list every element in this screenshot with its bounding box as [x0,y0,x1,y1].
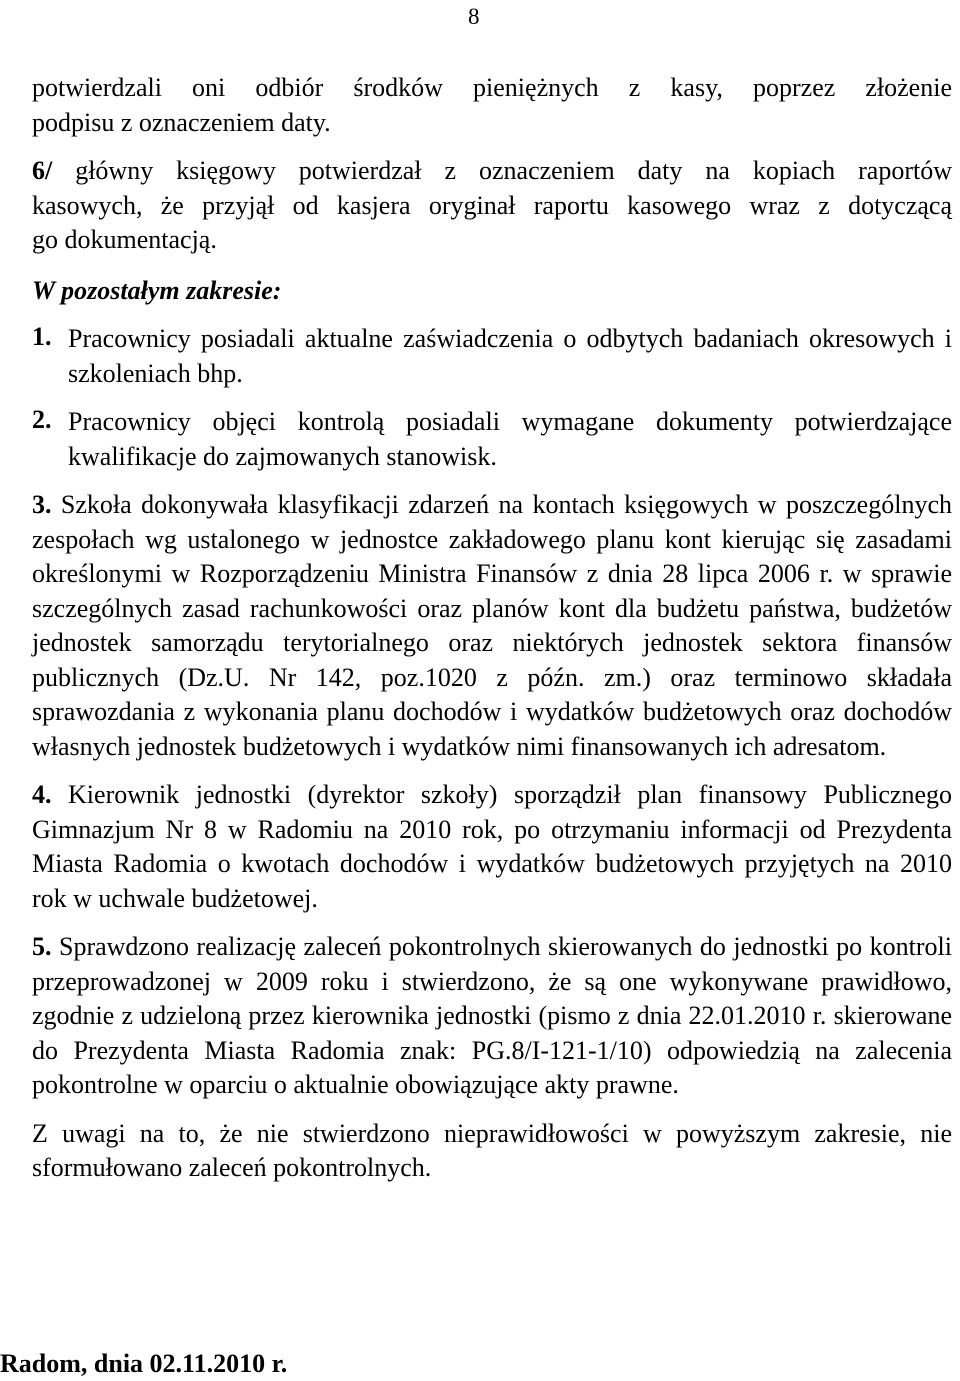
point-6-line-2: kasowych, że przyjął od kasjera oryginał raportu kasowego wraz z dotyczącą [32,190,952,220]
list-item-5 [32,930,952,1103]
point-6-line-1 [32,154,952,189]
list-item-2 [32,405,952,474]
point-6-text-1: główny księgowy potwierdzał z oznaczeniem daty na kopiach raportów [52,156,952,185]
point-6-line-3: go dokumentacją. [32,225,217,254]
page-number: 8 [468,4,480,29]
item-2-label: 2. [32,405,52,434]
list-item-3 [32,488,952,764]
intro-line-1: potwierdzali oni odbiór środków pieniężnych z kasy, poprzez złożenie [32,73,952,102]
list-item-4 [32,778,952,916]
item-4-label: 4. [32,780,52,809]
closing-paragraph: Z uwagi na to, że nie stwierdzono nieprawidłowości w powyższym zakresie, nie sformułowano zaleceń pokontrolnych. [32,1118,952,1182]
point-6-label: 6/ [32,156,53,185]
item-4-text: Kierownik jednostki (dyrektor szkoły) sporządził plan finansowy Publicznego Gimnazjum Nr 8 w Radomiu na 2010 rok, po otrzymaniu informacji od Prezydenta Miasta Radomia o kwotach dochodów i wydatków budżetowych przyjętych na 2010 rok w uchwale budżetowej. [32,780,952,913]
item-2-text: Pracownicy objęci kontrolą posiadali wymagane dokumenty potwierdzające kwalifikacje do zajmowanych stanowisk. [68,407,952,471]
signature-line: Radom, dnia 02.11.2010 r. [0,1349,288,1378]
item-5-text: Sprawdzono realizację zaleceń pokontrolnych skierowanych do jednostki po kontroli przeprowadzonej w 2009 roku i stwierdzono, że są one wykonywane prawidłowo, zgodnie z udzieloną przez kierownika jednostki (pismo z dnia 22.01.2010 r. skierowane do Prezydenta Miasta Radomia znak: PG.8/I-121-1/10) odpowiedzią na zalecenia pokontrolne w oparciu o aktualnie obowiązujące akty prawne. [32,932,952,1099]
point-6 [32,154,952,258]
list-item-1 [32,322,952,391]
item-1-text: Pracownicy posiadali aktualne zaświadczenia o odbytych badaniach okresowych i szkoleniach bhp. [68,324,952,388]
item-3-label: 3. [32,490,52,519]
item-3-text: Szkoła dokonywała klasyfikacji zdarzeń na kontach księgowych w poszczególnych zespołach wg ustalonego w jednostce zakładowego planu kont kierując się zasadami określonymi w Rozporządzeniu Ministra Finansów z dnia 28 lipca 2006 r. w sprawie szczególnych zasad rachunkowości oraz planów kont dla budżetu państwa, budżetów jednostek samorządu terytorialnego oraz niektórych jednostek sektora finansów publicznych (Dz.U. Nr 142, poz.1020 z późn. zm.) oraz terminowo składała sprawozdania z wykonania planu dochodów i wydatków budżetowych oraz dochodów własnych jednostek budżetowych i wydatków nimi finansowanych ich adresatom. [32,490,952,761]
section-heading: W pozostałym zakresie: [32,275,282,305]
document-body [32,71,952,1186]
item-1-label: 1. [32,322,52,351]
item-5-label: 5. [32,932,52,961]
intro-line-2: podpisu z oznaczeniem daty. [32,107,331,137]
